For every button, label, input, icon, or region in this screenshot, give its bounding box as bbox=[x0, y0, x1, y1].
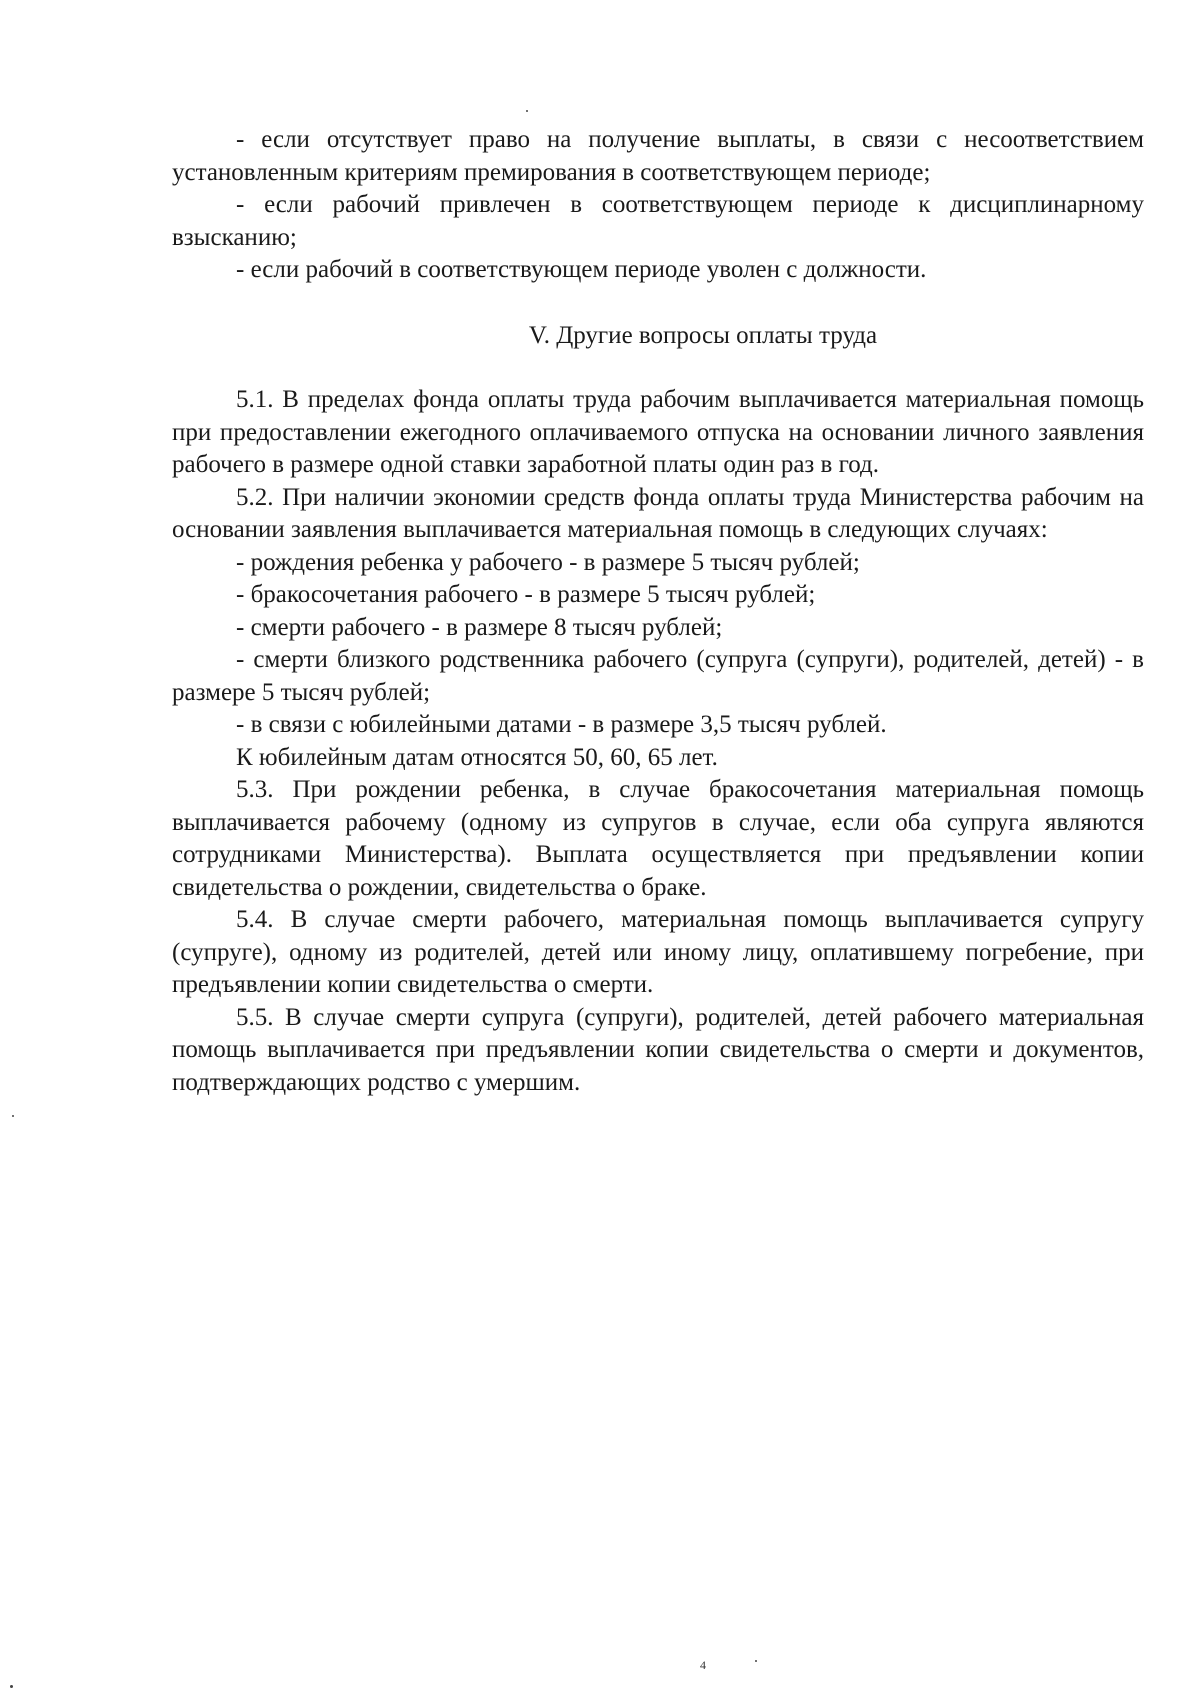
list-item: - бракосочетания рабочего - в размере 5 тысяч рублей; bbox=[236, 581, 816, 608]
paragraph: - если рабочий в соответствующем периоде уволен с должности. bbox=[236, 256, 927, 283]
scan-speck bbox=[755, 1660, 757, 1662]
document-body bbox=[172, 124, 1144, 1099]
paragraph: К юбилейным датам относятся 50, 60, 65 лет. bbox=[236, 743, 718, 771]
scan-speck bbox=[526, 110, 528, 112]
list-item: - смерти близкого родственника рабочего (супруга (супруги), родителей, детей) - в размере 5 тысяч рублей; bbox=[172, 646, 1144, 706]
paragraph: 5.2. При наличии экономии средств фонда оплаты труда Министерства рабочим на основании заявления выплачивается материальная помощь в следующих случаях: bbox=[172, 483, 1144, 543]
paragraph: - если рабочий привлечен в соответствующем периоде к дисциплинарному взысканию; bbox=[172, 191, 1144, 251]
paragraph: 5.4. В случае смерти рабочего, материальная помощь выплачивается супругу (супруге), одному из родителей, детей или иному лицу, оплатившему погребение, при предъявлении копии свидетельства о смерти. bbox=[172, 906, 1144, 998]
paragraph: 5.1. В пределах фонда оплаты труда рабочим выплачивается материальная помощь при предоставлении ежегодного оплачиваемого отпуска на основании личного заявления рабочего в размере одной ставки заработной платы один раз в год. bbox=[172, 386, 1144, 478]
list-item: - рождения ребенка у рабочего - в размере 5 тысяч рублей; bbox=[236, 548, 860, 576]
scan-speck bbox=[12, 1115, 14, 1117]
list-item: - смерти рабочего - в размере 8 тысяч рублей; bbox=[236, 613, 723, 641]
paragraph: - если отсутствует право на получение выплаты, в связи с несоответствием установленным критериям премирования в соответствующем периоде; bbox=[172, 126, 1144, 186]
scan-speck bbox=[10, 1685, 13, 1688]
page-number: 4 bbox=[700, 1658, 707, 1672]
paragraph: 5.3. При рождении ребенка, в случае бракосочетания материальная помощь выплачивается рабочему (одному из супругов в случае, если оба супруга являются сотрудниками Министерства). Выплата осуществляется при предъявлении копии свидетельства о рождении, свидетельства о браке. bbox=[172, 776, 1144, 901]
section-heading: V. Другие вопросы оплаты труда bbox=[528, 321, 878, 349]
list-item: - в связи с юбилейными датами - в размере 3,5 тысяч рублей. bbox=[236, 711, 887, 738]
paragraph: 5.5. В случае смерти супруга (супруги), родителей, детей рабочего материальная помощь выплачивается при предъявлении копии свидетельства о смерти и документов, подтверждающих родство с умершим. bbox=[172, 1003, 1144, 1096]
